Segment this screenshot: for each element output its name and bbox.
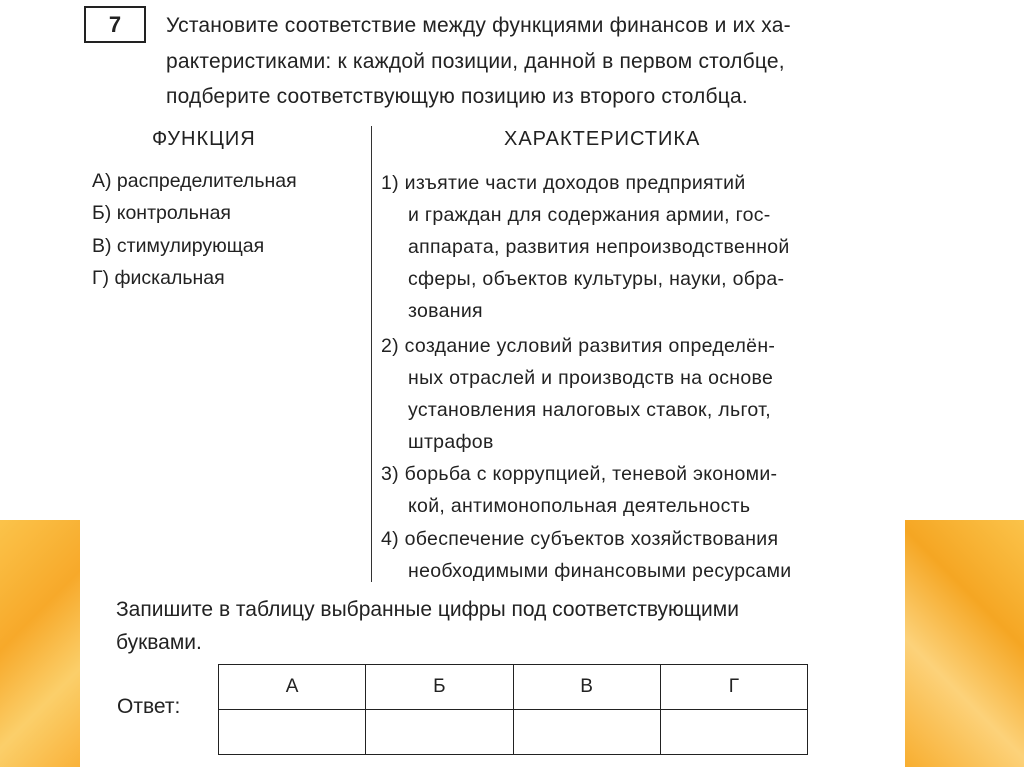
task-text-line: подберите соответствующую позицию из второго столбца. (166, 85, 748, 108)
characteristic-line: необходимыми финансовыми ресурсами (408, 560, 792, 582)
characteristic-line: кой, антимонопольная деятельность (408, 495, 751, 517)
decorative-background-left (0, 520, 80, 767)
answer-input-cell[interactable] (513, 710, 660, 755)
answer-input-cell[interactable] (219, 710, 366, 755)
function-item: Б) контрольная (92, 202, 231, 224)
function-column-header: ФУНКЦИЯ (152, 128, 256, 150)
answer-label: Ответ: (117, 695, 181, 718)
characteristic-line: и граждан для содержания армии, гос- (408, 204, 771, 226)
characteristic-column-header: ХАРАКТЕРИСТИКА (504, 128, 701, 150)
characteristic-line: аппарата, развития непроизводственной (408, 236, 790, 258)
instruction-line: Запишите в таблицу выбранные цифры под соответствующими (116, 598, 739, 621)
answer-header-cell: А (219, 665, 366, 710)
characteristic-line: 2) создание условий развития определён- (381, 335, 776, 357)
column-divider (371, 126, 372, 582)
characteristic-line: зования (408, 300, 483, 322)
task-text-line: рактеристиками: к каждой позиции, данной в первом столбце, (166, 50, 785, 73)
characteristic-line: штрафов (408, 431, 494, 453)
function-item: А) распределительная (92, 170, 297, 192)
answer-header-cell: Г (660, 665, 807, 710)
function-item: Г) фискальная (92, 267, 225, 289)
characteristic-line: установления налоговых ставок, льгот, (408, 399, 771, 421)
decorative-background-right (905, 520, 1024, 767)
answer-input-cell[interactable] (366, 710, 513, 755)
answer-table (218, 664, 808, 755)
characteristic-line: 4) обеспечение субъектов хозяйствования (381, 528, 779, 550)
function-item: В) стимулирующая (92, 235, 265, 257)
answer-header-cell: В (513, 665, 660, 710)
characteristic-line: ных отраслей и производств на основе (408, 367, 774, 389)
answer-input-cell[interactable] (660, 710, 807, 755)
characteristic-line: 3) борьба с коррупцией, теневой экономи- (381, 463, 778, 485)
answer-header-cell: Б (366, 665, 513, 710)
task-number: 7 (84, 6, 146, 43)
task-text-line: Установите соответствие между функциями финансов и их ха- (166, 14, 791, 37)
instruction-line: буквами. (116, 631, 202, 654)
characteristic-line: сферы, объектов культуры, науки, обра- (408, 268, 785, 290)
characteristic-line: 1) изъятие части доходов предприятий (381, 172, 746, 194)
